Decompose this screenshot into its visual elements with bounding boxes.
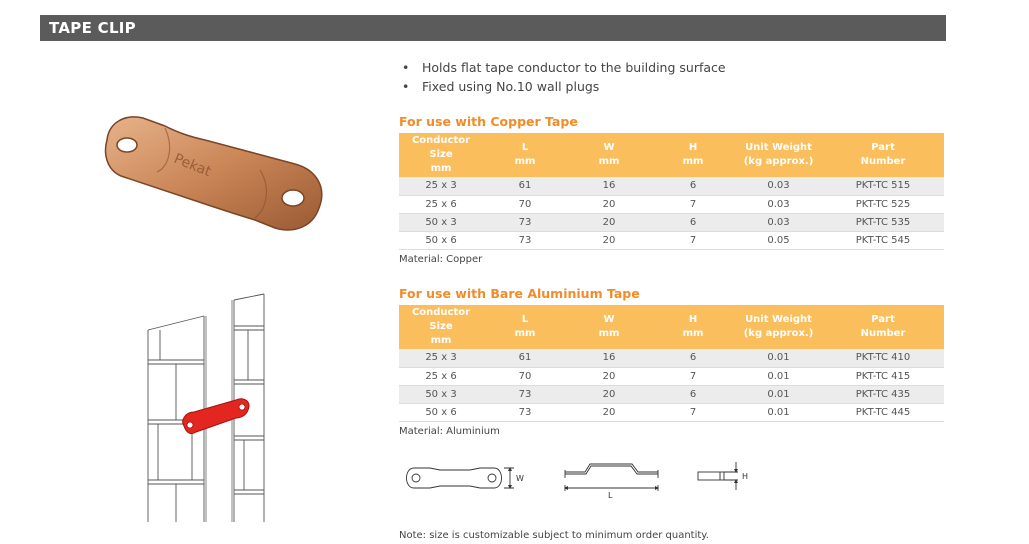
- dimension-label-l: L: [608, 491, 613, 500]
- cell-weight: 0.01: [767, 388, 790, 400]
- cell-weight: 0.03: [767, 180, 790, 192]
- column-header-h: H mm: [682, 314, 704, 339]
- cell-h: 7: [689, 370, 697, 382]
- cell-w: 16: [602, 180, 616, 192]
- cell-w: 20: [602, 198, 616, 210]
- column-header-weight: Unit Weight (kg approx.): [743, 142, 814, 167]
- column-header-part: Part Number: [860, 142, 906, 167]
- table-row: [399, 195, 944, 213]
- copper-spec-table: [399, 133, 944, 250]
- cell-size: 50 x 3: [425, 388, 457, 400]
- copper-material: Material: Copper: [399, 254, 483, 265]
- table-row: [399, 403, 944, 421]
- page-title: TAPE CLIP: [49, 19, 136, 37]
- clip-end-view: [698, 472, 724, 480]
- cell-part: PKT-TC 545: [855, 234, 911, 246]
- aluminium-material: Material: Aluminium: [399, 426, 500, 437]
- cell-part: PKT-TC 445: [855, 406, 911, 418]
- cell-size: 25 x 3: [425, 180, 457, 192]
- cell-size: 50 x 6: [425, 406, 457, 418]
- clip-side-view: [565, 464, 658, 478]
- dimension-label-w: W: [516, 474, 524, 483]
- cell-l: 61: [518, 180, 532, 192]
- feature-item: • Fixed using No.10 wall plugs: [400, 77, 726, 96]
- column-header-part: Part Number: [860, 314, 906, 339]
- cell-weight: 0.03: [767, 198, 790, 210]
- cell-h: 6: [689, 388, 697, 400]
- cell-h: 6: [689, 180, 697, 192]
- table-row: [399, 231, 944, 249]
- clip-top-view: [407, 468, 502, 488]
- cell-l: 73: [518, 406, 532, 418]
- cell-w: 20: [602, 370, 616, 382]
- cell-h: 7: [689, 406, 697, 418]
- cell-l: 73: [518, 216, 532, 228]
- column-header-h: H mm: [682, 142, 704, 167]
- copper-section-heading: For use with Copper Tape: [399, 114, 578, 129]
- column-header-w: W mm: [598, 142, 620, 167]
- column-header-size: Conductor Size mm: [411, 307, 471, 346]
- clip-hole-icon: [239, 404, 245, 410]
- cell-size: 25 x 3: [425, 352, 457, 364]
- aluminium-section-heading: For use with Bare Aluminium Tape: [399, 286, 640, 301]
- column-header-weight: Unit Weight (kg approx.): [743, 314, 814, 339]
- cell-weight: 0.03: [767, 216, 790, 228]
- cell-part: PKT-TC 525: [855, 198, 911, 210]
- column-header-l: L mm: [514, 142, 536, 167]
- cell-part: PKT-TC 415: [855, 370, 911, 382]
- table-row: [399, 367, 944, 385]
- cell-w: 20: [602, 216, 616, 228]
- cell-weight: 0.01: [767, 370, 790, 382]
- cell-l: 73: [518, 234, 532, 246]
- cell-size: 50 x 6: [425, 234, 457, 246]
- cell-part: PKT-TC 435: [855, 388, 911, 400]
- cell-h: 6: [689, 352, 697, 364]
- cell-w: 20: [602, 406, 616, 418]
- cell-l: 61: [518, 352, 532, 364]
- table-header-row: [399, 305, 944, 349]
- cell-size: 25 x 6: [425, 198, 457, 210]
- cell-size: 25 x 6: [425, 370, 457, 382]
- cell-w: 20: [602, 388, 616, 400]
- table-row: [399, 349, 944, 367]
- table-row: [399, 177, 944, 195]
- mounting-hole-icon: [282, 190, 304, 206]
- cell-w: 20: [602, 234, 616, 246]
- cell-size: 50 x 3: [425, 216, 457, 228]
- photo-stamp-text: Pekat: [171, 150, 214, 181]
- column-header-size: Conductor Size mm: [411, 135, 471, 174]
- cell-l: 70: [518, 370, 532, 382]
- cell-h: 6: [689, 216, 697, 228]
- cell-part: PKT-TC 535: [855, 216, 911, 228]
- cell-part: PKT-TC 515: [855, 180, 911, 192]
- cell-weight: 0.01: [767, 406, 790, 418]
- mounting-hole-icon: [117, 138, 137, 152]
- table-row: [399, 385, 944, 403]
- cell-l: 73: [518, 388, 532, 400]
- cell-weight: 0.01: [767, 352, 790, 364]
- red-clip-shape: [183, 399, 249, 434]
- wall-mounting-illustration: [140, 290, 270, 530]
- tape-clip-photo: [95, 110, 335, 260]
- cell-l: 70: [518, 198, 532, 210]
- cell-w: 16: [602, 352, 616, 364]
- table-header-row: [399, 133, 944, 177]
- footnote: Note: size is customizable subject to minimum order quantity.: [399, 530, 709, 541]
- dimension-label-h: H: [742, 472, 749, 481]
- cell-weight: 0.05: [767, 234, 790, 246]
- table-row: [399, 213, 944, 231]
- cell-h: 7: [689, 234, 697, 246]
- cell-h: 7: [689, 198, 697, 210]
- copper-clip-body: [106, 117, 322, 230]
- aluminium-spec-table: [399, 305, 944, 422]
- feature-list: [400, 58, 726, 96]
- feature-item: • Holds flat tape conductor to the building surface: [400, 58, 726, 77]
- column-header-w: W mm: [598, 314, 620, 339]
- clip-hole-icon: [187, 422, 193, 428]
- title-bar: [40, 15, 946, 41]
- cell-part: PKT-TC 410: [855, 352, 911, 364]
- column-header-l: L mm: [514, 314, 536, 339]
- dimension-drawings: [400, 450, 770, 510]
